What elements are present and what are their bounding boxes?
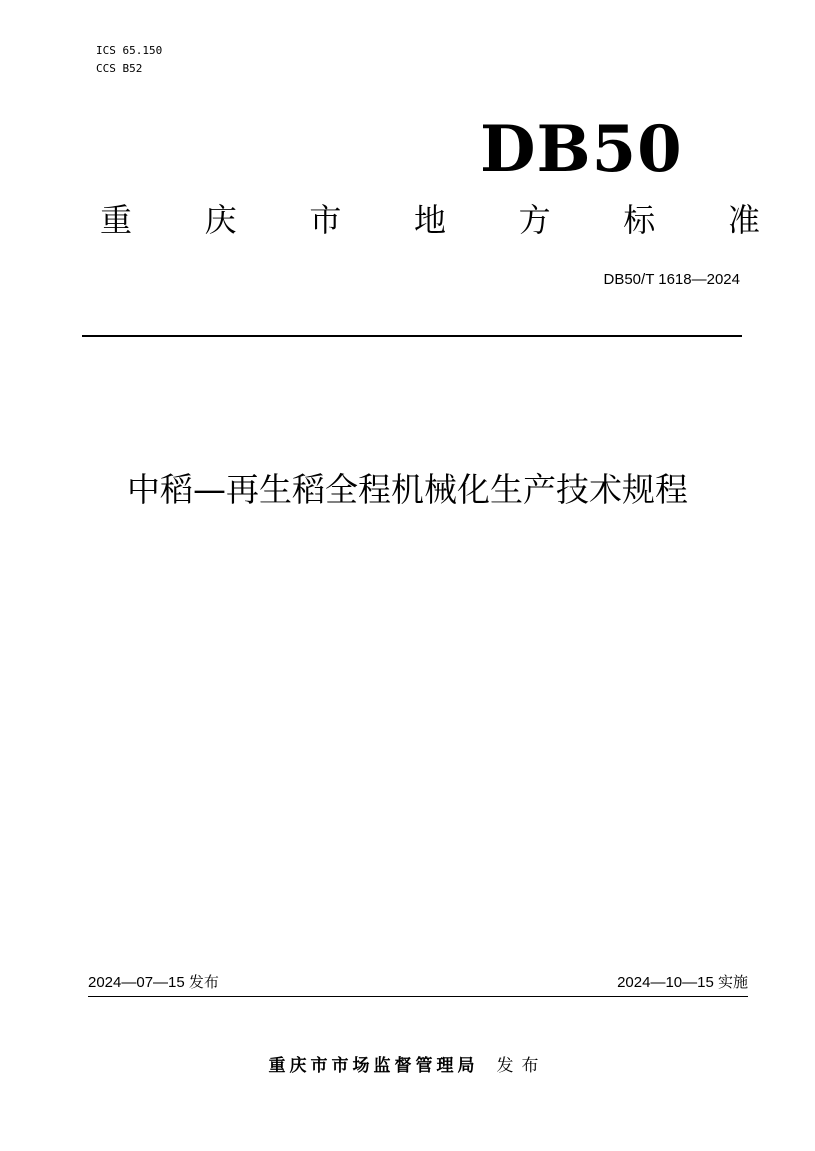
- document-title: 中稻—再生稻全程机械化生产技术规程: [127, 470, 688, 509]
- standard-type-char: 重: [100, 201, 133, 239]
- standard-type-char: 庆: [204, 201, 237, 239]
- db50-logo: DB50: [480, 112, 683, 187]
- standard-type-heading: [100, 196, 760, 244]
- top-divider: [82, 335, 742, 337]
- standard-type-char: 地: [413, 201, 446, 239]
- bottom-divider: [88, 996, 748, 997]
- standard-type-char: 方: [518, 201, 551, 239]
- standard-type-char: 准: [727, 201, 760, 239]
- classification-codes: [96, 42, 162, 78]
- publisher-line: [140, 1052, 675, 1080]
- standard-number: DB50/T 1618—2024: [603, 271, 740, 288]
- publisher-organization: 重庆市市场监督管理局: [268, 1056, 479, 1076]
- ics-code: ICS 65.150: [96, 44, 163, 57]
- dates-row: [88, 972, 748, 996]
- standard-type-char: 市: [309, 201, 342, 239]
- standard-type-char: 标: [623, 201, 656, 239]
- issue-date: 2024—07—15 发布: [88, 974, 219, 991]
- publisher-action: 发布: [496, 1056, 547, 1076]
- implementation-date: 2024—10—15 实施: [617, 974, 748, 991]
- ccs-code: CCS B52: [96, 62, 143, 75]
